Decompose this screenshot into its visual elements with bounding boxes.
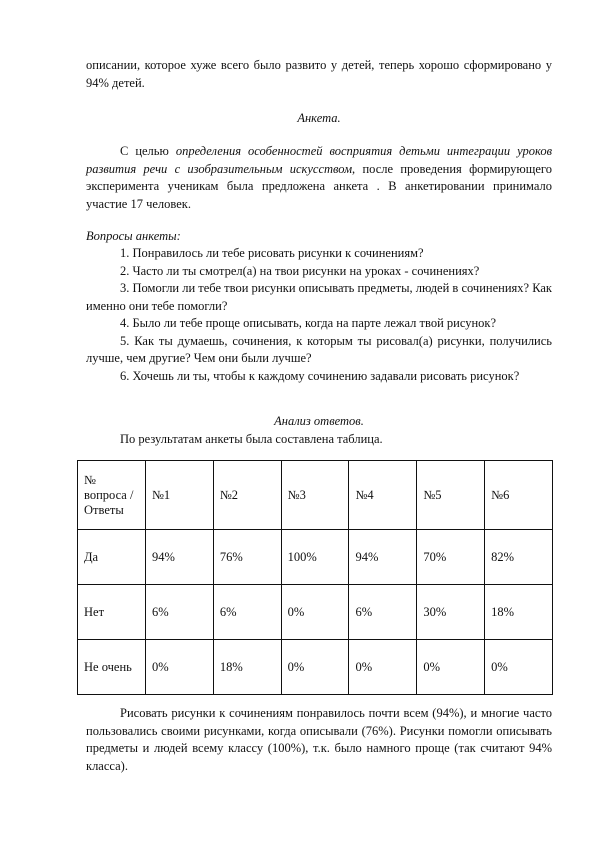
table-cell: 0% xyxy=(281,585,349,640)
survey-heading: Анкета. xyxy=(297,111,341,125)
question-item: 6. Хочешь ли ты, чтобы к каждому сочинению задавали рисовать рисунок? xyxy=(120,368,520,383)
table-header-cell: № вопроса / Ответы xyxy=(78,461,146,530)
table-cell: 0% xyxy=(417,640,485,695)
table-row xyxy=(78,640,553,695)
table-header-cell: №5 xyxy=(417,461,485,530)
intro-paragraph: описании, которое хуже всего было развито у детей, теперь хорошо сформировано у 94% детей. xyxy=(86,58,552,90)
survey-intro-tail: , после проведения формирующего эксперимента ученикам была предложена анкета . В анкетировании принимало участие 17 человек. xyxy=(86,161,552,211)
analysis-heading: Анализ ответов. xyxy=(274,414,364,428)
table-header-cell: №4 xyxy=(349,461,417,530)
table-cell: 6% xyxy=(349,585,417,640)
question-item: 5. Как ты думаешь, сочинения, к которым ты рисовал(а) рисунки, получились лучше, чем другие? Чем они были лучше? xyxy=(86,333,552,365)
conclusion-paragraph: Рисовать рисунки к сочинениям понравилось почти всем (94%), и многие часто пользовались своими рисунками, когда описывали (76%). Рисунки помогли описывать предметы и людей всему классу (100%), т.к. было намного проще (так считают 94% класса). xyxy=(86,706,552,773)
question-item: 2. Часто ли ты смотрел(а) на твои рисунки на уроках - сочинениях? xyxy=(120,263,480,278)
table-header-row xyxy=(78,461,553,530)
table-cell: 6% xyxy=(146,585,214,640)
questions-heading: Вопросы анкеты: xyxy=(86,229,181,243)
questions-list xyxy=(86,245,552,385)
table-header-cell: №6 xyxy=(485,461,553,530)
survey-intro-italic: определения особенностей восприятия детьми интеграции уроков развития речи с изобразительным искусством xyxy=(86,144,552,176)
table-row xyxy=(78,530,553,585)
table-header-cell: №3 xyxy=(281,461,349,530)
table-cell: 94% xyxy=(349,530,417,585)
results-table xyxy=(77,460,553,695)
analysis-intro: По результатам анкеты была составлена таблица. xyxy=(120,432,383,446)
table-cell: Да xyxy=(78,530,146,585)
table-cell: 0% xyxy=(146,640,214,695)
table-cell: 70% xyxy=(417,530,485,585)
question-item: 3. Помогли ли тебе твои рисунки описывать предметы, людей в сочинениях? Как именно они тебе помогли? xyxy=(86,281,552,313)
table-cell: Нет xyxy=(78,585,146,640)
table-header-cell: №1 xyxy=(146,461,214,530)
table-cell: 100% xyxy=(281,530,349,585)
table-cell: 6% xyxy=(213,585,281,640)
table-header-cell: №2 xyxy=(213,461,281,530)
table-cell: 18% xyxy=(485,585,553,640)
table-cell: 0% xyxy=(485,640,553,695)
survey-intro-lead: С целью xyxy=(120,144,176,158)
table-cell: 30% xyxy=(417,585,485,640)
table-cell: 82% xyxy=(485,530,553,585)
table-cell: 0% xyxy=(349,640,417,695)
table-row xyxy=(78,585,553,640)
table-cell: 76% xyxy=(213,530,281,585)
survey-intro-paragraph xyxy=(86,143,552,213)
table-cell: 0% xyxy=(281,640,349,695)
question-item: 1. Понравилось ли тебе рисовать рисунки к сочинениям? xyxy=(120,246,424,260)
table-cell: 94% xyxy=(146,530,214,585)
table-cell: 18% xyxy=(213,640,281,695)
table-cell: Не очень xyxy=(78,640,146,695)
question-item: 4. Было ли тебе проще описывать, когда на парте лежал твой рисунок? xyxy=(120,316,497,330)
